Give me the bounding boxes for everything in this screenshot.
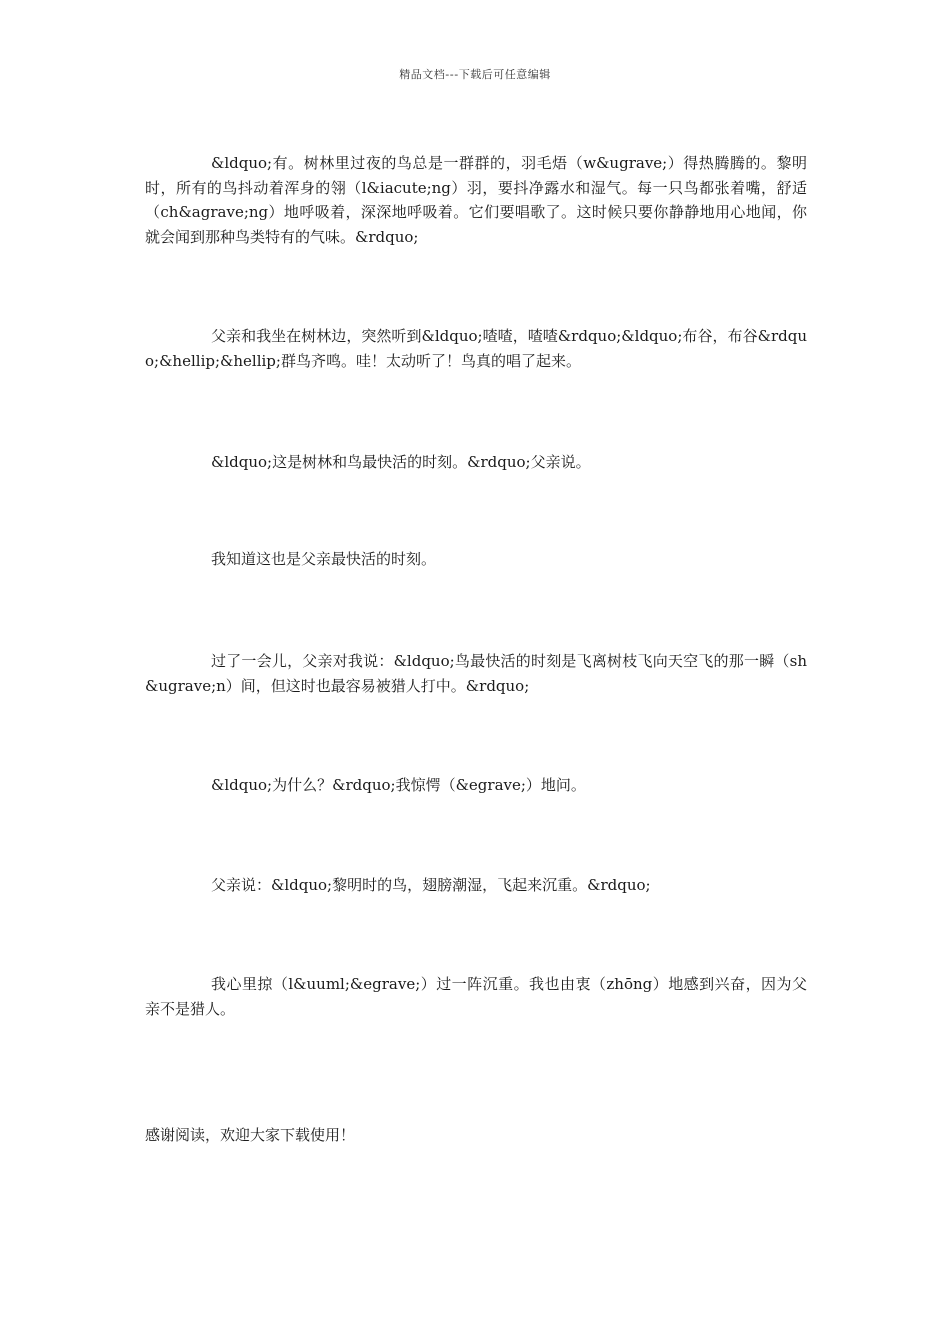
paragraph-2: 父亲和我坐在树林边，突然听到&ldquo;喳喳，喳喳&rdquo;&ldquo;布谷，布谷&rdquo;&hellip;&hellip;群鸟齐鸣。哇！太动听了！鸟真的唱了起来。 — [145, 327, 807, 370]
paragraph-7: 父亲说：&ldquo;黎明时的鸟，翅膀潮湿，飞起来沉重。&rdquo; — [211, 876, 651, 894]
closing-note: 感谢阅读，欢迎大家下载使用！ — [145, 1126, 356, 1144]
paragraph-5: 过了一会儿，父亲对我说：&ldquo;鸟最快活的时刻是飞离树枝飞向天空飞的那一瞬（sh&ugrave;n）间，但这时也最容易被猎人打中。&rdquo; — [145, 652, 807, 695]
paragraph-4: 我知道这也是父亲最快活的时刻。 — [211, 550, 437, 568]
page-header: 精品文档---下载后可任意编辑 — [399, 68, 551, 81]
paragraph-1: &ldquo;有。树林里过夜的鸟总是一群群的，羽毛焐（w&ugrave;）得热腾腾的。黎明时，所有的鸟抖动着浑身的翎（l&iacute;ng）羽，要抖净露水和湿气。每一只鸟都张着嘴，舒适（ch&agrave;ng）地呼吸着，深深地呼吸着。它们要唱歌了。这时候只要你静静地用心地闻，你就会闻到那种鸟类特有的气味。&rdquo; — [145, 154, 807, 246]
paragraph-3: &ldquo;这是树林和鸟最快活的时刻。&rdquo;父亲说。 — [211, 453, 591, 471]
paragraph-8: 我心里掠（l&uuml;&egrave;）过一阵沉重。我也由衷（zhōng）地感到兴奋，因为父亲不是猎人。 — [145, 975, 807, 1018]
paragraph-6: &ldquo;为什么？&rdquo;我惊愕（&egrave;）地问。 — [211, 776, 586, 794]
